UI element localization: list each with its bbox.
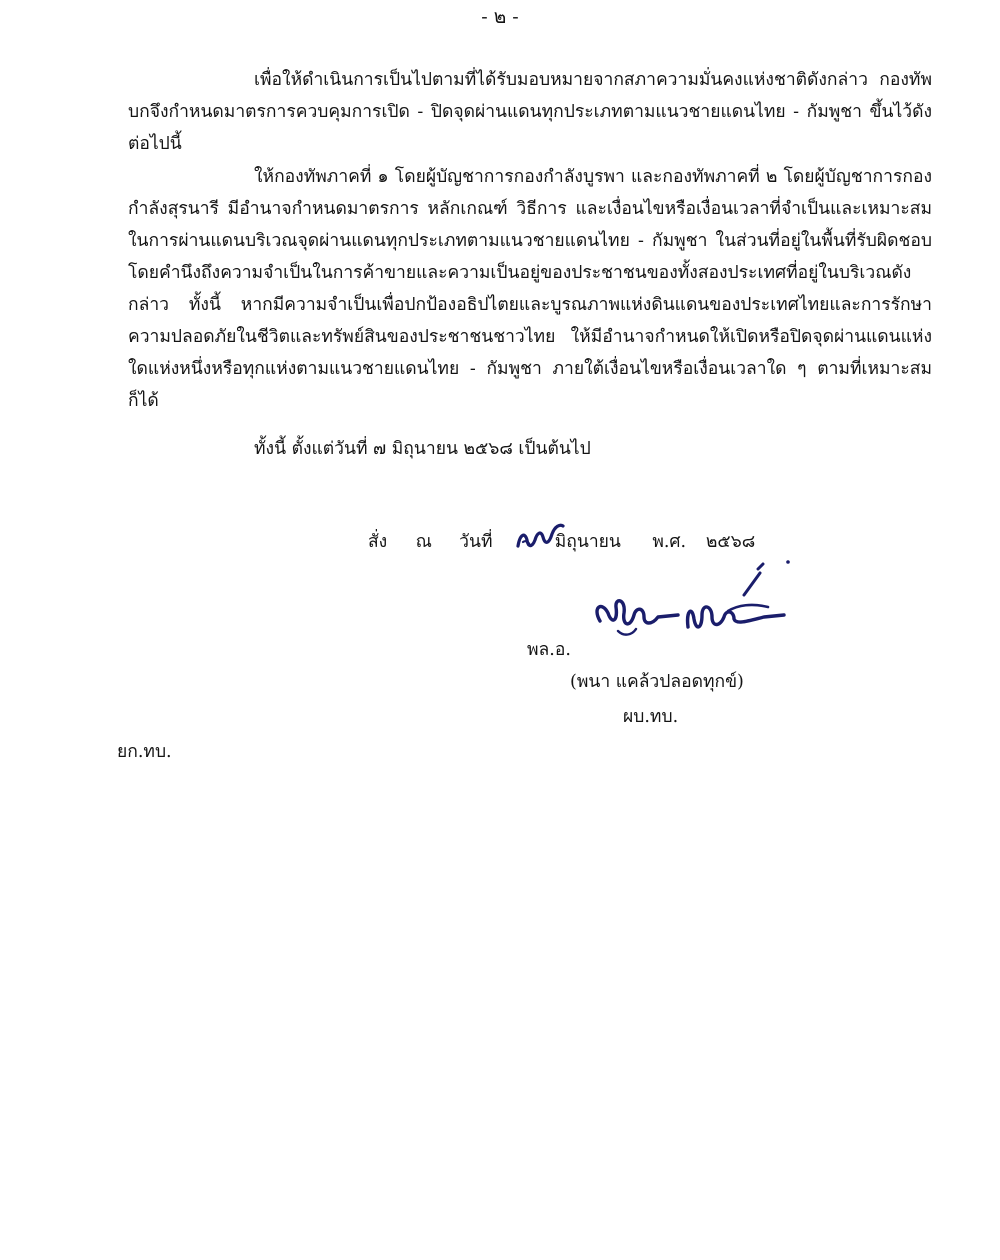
page-number: - ๒ - [481, 6, 519, 28]
year-number: ๒๕๖๘ [705, 532, 756, 552]
handwritten-day [514, 520, 566, 554]
at-word: ณ [415, 532, 432, 552]
ordered-word: สั่ง [368, 532, 388, 552]
paragraph-effective-date: ทั้งนี้ ตั้งแต่วันที่ ๗ มิถุนายน ๒๕๖๘ เป็นต้นไป [254, 439, 591, 459]
signer-rank: พล.อ. [527, 640, 571, 660]
handwritten-signature [588, 555, 798, 660]
signer-position: ผบ.ทบ. [623, 707, 679, 727]
day-label: วันที่ [459, 532, 493, 552]
era-word: พ.ศ. [652, 532, 687, 552]
month-word: มิถุนายน [554, 532, 621, 552]
paragraph-authority: ให้กองทัพภาคที่ ๑ โดยผู้บัญชาการกองกำลังบูรพา และกองทัพภาคที่ ๒ โดยผู้บัญชาการกองกำลังสุรนารี มีอำนาจกำหนดมาตรการ หลักเกณฑ์ วิธีการ และเงื่อนไขหรือเงื่อนเวลาที่จำเป็นและเหมาะสม ในการผ่านแดนบริเวณจุดผ่านแดนทุกประเภทตามแนวชายแดนไทย - กัมพูชา ในส่วนที่อยู่ในพื้นที่รับผิดชอบ โดยคำนึงถึงความจำเป็นในการค้าขายและความเป็นอยู่ของประชาชนของทั้งสองประเทศที่อยู่ในบริเวณดังกล่าว ทั้งนี้ หากมีความจำเป็นเพื่อปกป้องอธิปไตยและบูรณภาพแห่งดินแดนของประเทศไทยและการรักษาความปลอดภัยในชีวิตและทรัพย์สินของประชาชนชาวไทย ให้มีอำนาจกำหนดให้เปิดหรือปิดจุดผ่านแดนแห่งใดแห่งหนึ่งหรือทุกแห่งตามแนวชายแดนไทย - กัมพูชา ภายใต้เงื่อนไขหรือเงื่อนเวลาใด ๆ ตามที่เหมาะสมก็ได้ [128, 167, 932, 411]
signer-name: (พนา แคล้วปลอดทุกข์) [570, 672, 744, 692]
copy-to: ยก.ทบ. [117, 742, 172, 762]
paragraph-mandate: เพื่อให้ดำเนินการเป็นไปตามที่ได้รับมอบหมายจากสภาความมั่นคงแห่งชาติดังกล่าว กองทัพบกจึงกำหนดมาตรการควบคุมการเปิด - ปิดจุดผ่านแดนทุกประเภทตามแนวชายแดนไทย - กัมพูชา ขึ้นไว้ดังต่อไปนี้ [128, 70, 932, 154]
